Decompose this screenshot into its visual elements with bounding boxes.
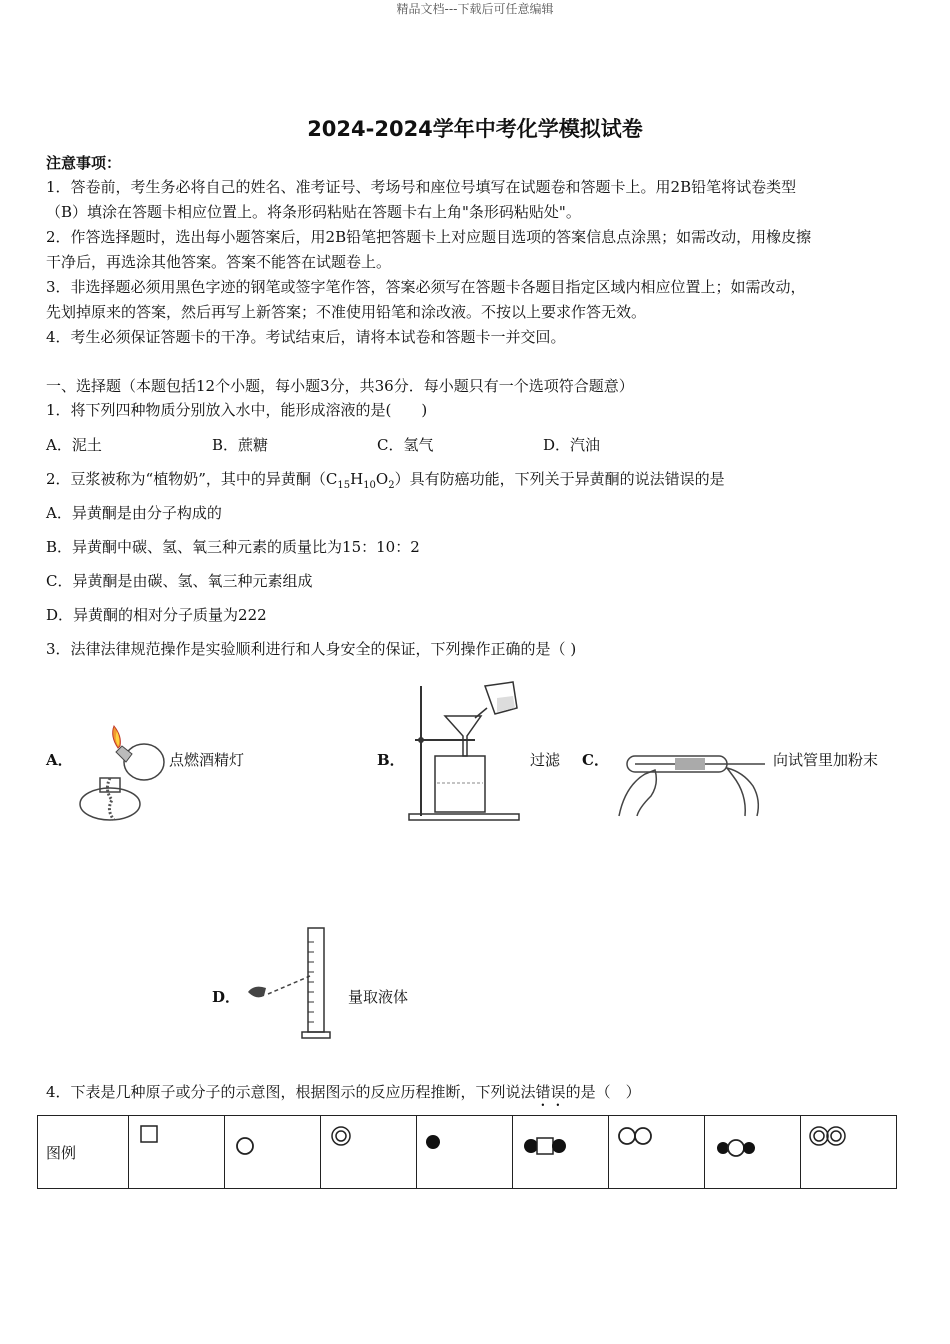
question-1-stem: 1．将下列四种物质分别放入水中，能形成溶液的是( ) xyxy=(46,401,428,419)
q2-option-a: A．异黄酮是由分子构成的 xyxy=(46,504,222,522)
q3-option-c-letter: C． xyxy=(582,751,609,769)
q1-option-a: A．泥土 xyxy=(46,436,102,454)
legend-row xyxy=(38,1116,897,1189)
q3-option-b-caption: 过滤 xyxy=(530,751,561,769)
q3-option-a-caption: 点燃酒精灯 xyxy=(169,751,245,769)
legend-cell-open-circle-atom xyxy=(225,1116,321,1189)
filtration-apparatus-figure xyxy=(405,678,530,823)
notice-line: 先划掉原来的答案，然后再写上新答案；不准使用铅笔和涂改液。不按以上要求作答无效。 xyxy=(46,303,647,321)
q4-stem-emphasis: 错误 xyxy=(535,1083,566,1101)
notice-line: 4．考生必须保证答题卡的干净。考试结束后，请将本试卷和答题卡一并交回。 xyxy=(46,328,566,346)
legend-label-cell: 图例 xyxy=(38,1116,129,1189)
q3-option-b-letter: B． xyxy=(377,751,405,769)
question-2-stem xyxy=(46,468,725,497)
legend-table xyxy=(37,1115,897,1189)
q1-option-b: B．蔗糖 xyxy=(212,436,269,454)
alcohol-lamp-lighting-figure xyxy=(74,722,169,827)
q2-option-c: C．异黄酮是由碳、氢、氧三种元素组成 xyxy=(46,572,313,590)
legend-cell-square-atom xyxy=(129,1116,225,1189)
notice-heading: 注意事项： xyxy=(46,154,122,172)
legend-cell-two-open-circles-molecule xyxy=(609,1116,705,1189)
q3-option-a-letter: A． xyxy=(46,751,73,769)
q1-option-c: C．氢气 xyxy=(377,436,434,454)
legend-cell-dot-square-dot-molecule xyxy=(513,1116,609,1189)
legend-cell-dot-circle-dot-molecule xyxy=(705,1116,801,1189)
question-4-stem xyxy=(46,1081,641,1110)
q1-option-d: D．汽油 xyxy=(543,436,601,454)
page-header: 精品文档---下载后可任意编辑 xyxy=(396,2,554,16)
q3-option-d-caption: 量取液体 xyxy=(348,988,409,1006)
section-heading: 一、选择题（本题包括12个小题，每小题3分，共36分．每小题只有一个选项符合题意） xyxy=(46,377,634,395)
notice-line: （B）填涂在答题卡相应位置上。将条形码粘贴在答题卡右上角"条形码粘贴处"。 xyxy=(46,203,581,221)
legend-cell-two-double-circles-molecule xyxy=(801,1116,897,1189)
notice-line: 2．作答选择题时，选出每小题答案后，用2B铅笔把答题卡上对应题目选项的答案信息点涂黑；如需改动，用橡皮擦 xyxy=(46,228,812,246)
notice-line: 干净后，再选涂其他答案。答案不能答在试题卷上。 xyxy=(46,253,392,271)
question-3-stem: 3．法律法律规范操作是实验顺利进行和人身安全的保证，下列操作正确的是（ ) xyxy=(46,640,577,658)
q2-option-d: D．异黄酮的相对分子质量为222 xyxy=(46,606,267,624)
graduated-cylinder-figure xyxy=(242,922,342,1044)
q3-option-d-letter: D． xyxy=(212,988,241,1006)
q2-element-o: O xyxy=(375,470,389,488)
q2-stem-post: ）具有防癌功能，下列关于异黄酮的说法错误的是 xyxy=(394,470,725,488)
q4-stem-post: 的是（ ） xyxy=(565,1083,641,1101)
test-tube-powder-figure xyxy=(615,746,770,821)
notice-line: 1．答卷前，考生务必将自己的姓名、准考证号、考场号和座位号填写在试题卷和答题卡上。用2B铅笔将试卷类型 xyxy=(46,178,797,196)
page-title: 2024-2024学年中考化学模拟试卷 xyxy=(307,117,643,141)
q2-element-h: H xyxy=(350,470,364,488)
q4-stem-pre: 4．下表是几种原子或分子的示意图，根据图示的反应历程推断，下列说法 xyxy=(46,1083,536,1101)
legend-cell-filled-circle-atom xyxy=(417,1116,513,1189)
q2-stem-pre: 2．豆浆被称为“植物奶”，其中的异黄酮（C xyxy=(46,470,338,488)
q2-sub: 10 xyxy=(363,480,376,491)
q2-sub: 15 xyxy=(337,480,351,491)
legend-cell-double-circle-atom xyxy=(321,1116,417,1189)
notice-line: 3．非选择题必须用黑色字迹的钢笔或签字笔作答，答案必须写在答题卡各题目指定区域内相应位置上；如需改动， xyxy=(46,278,806,296)
q2-sub: 2 xyxy=(388,480,395,491)
q3-option-c-caption: 向试管里加粉末 xyxy=(773,751,879,769)
q2-option-b: B．异黄酮中碳、氢、氧三种元素的质量比为15：10：2 xyxy=(46,538,420,556)
